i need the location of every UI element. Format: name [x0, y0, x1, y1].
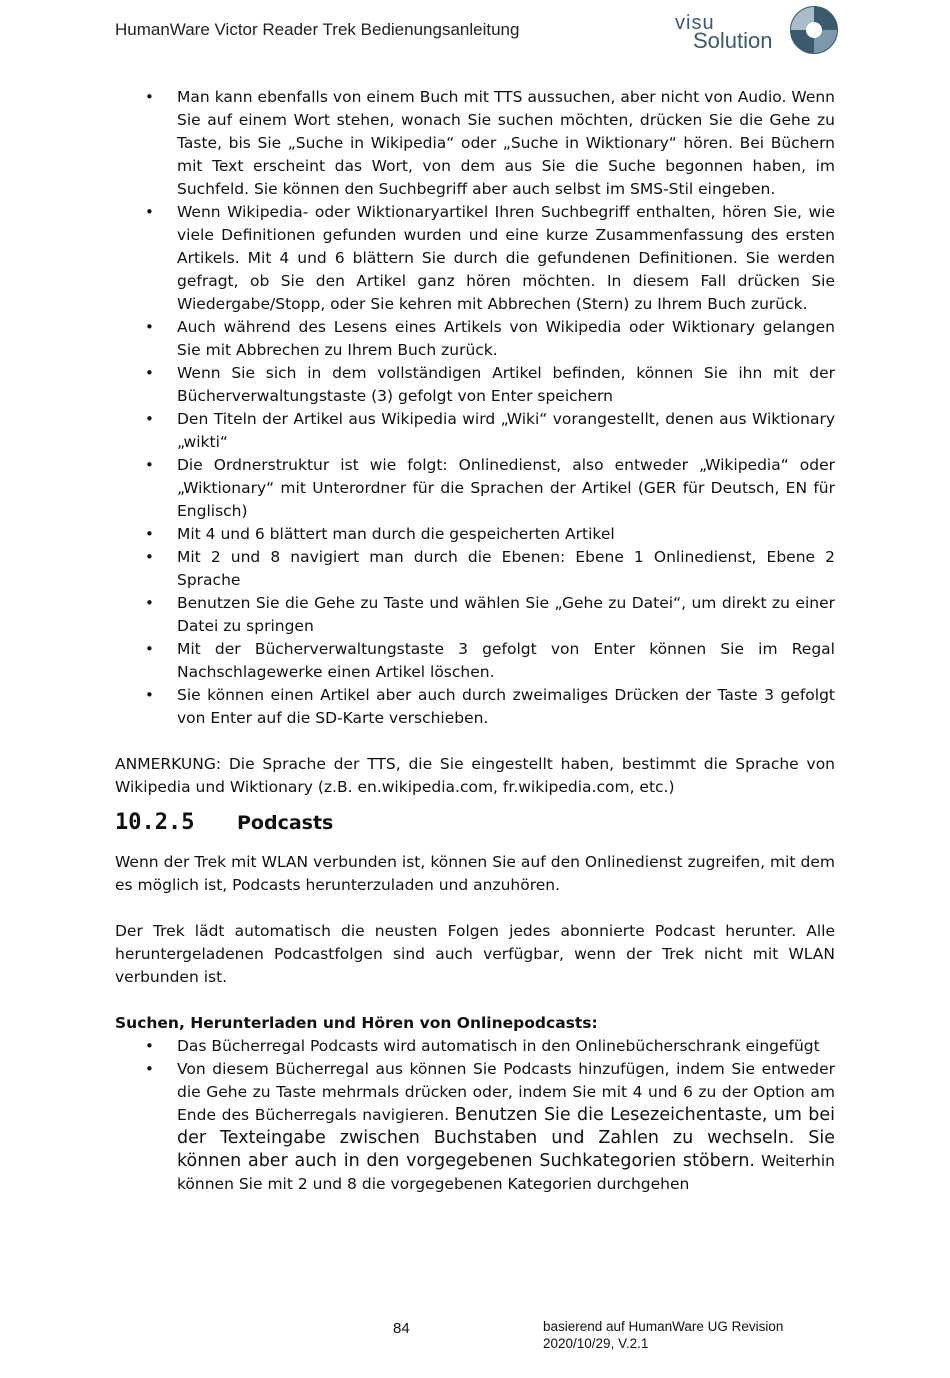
logo-text-bottom: Solution: [693, 28, 773, 53]
list-item: [115, 546, 835, 592]
document-header-title: HumanWare Victor Reader Trek Bedienungsanleitung: [115, 20, 520, 39]
list-item: [115, 1058, 835, 1196]
list-item-text: Den Titeln der Artikel aus Wikipedia wird „Wiki“ vorangestellt, denen aus Wiktionary „wikti“: [177, 410, 835, 451]
list-item: [115, 638, 835, 684]
subheading: Suchen, Herunterladen und Hören von Onlinepodcasts:: [115, 1014, 598, 1032]
wikipedia-bullet-list: [115, 86, 835, 730]
bullet-dot: •: [145, 548, 154, 566]
section-heading: [115, 811, 835, 835]
visusolution-logo: [675, 4, 840, 56]
footer-revision-note: [543, 1318, 783, 1352]
logo-text-top: visu: [675, 12, 715, 34]
list-item: [115, 684, 835, 730]
list-item-text: Sie können einen Artikel aber auch durch zweimaliges Drücken der Taste 3 gefolgt von Enter auf die SD-Karte verschieben.: [177, 686, 835, 727]
list-item-text: Das Bücherregal Podcasts wird automatisch in den Onlinebücherschrank eingefügt: [177, 1037, 820, 1055]
list-item-text: Die Ordnerstruktur ist wie folgt: Onlinedienst, also entweder „Wikipedia“ oder „Wiktionary“ mit Unterordner für die Sprachen der Artikel (GER für Deutsch, EN für Englisch): [177, 456, 835, 520]
list-item-text: Von diesem Bücherregal aus können Sie Podcasts hinzufügen, indem Sie entweder die Gehe zu Taste mehrmals drücken oder, indem Sie mit 4 und 6 zu der Option am Ende des Bücherregals navigieren.: [177, 1060, 835, 1124]
list-item-text-large: Benutzen Sie die Lesezeichentaste, um bei der Texteingabe zwischen Buchstaben und Zahlen zu wechseln. Sie können aber auch in den vorgegebenen Suchkategorien stöbern.: [177, 1105, 835, 1171]
bullet-dot: •: [145, 88, 154, 106]
list-item-text: Mit der Bücherverwaltungstaste 3 gefolgt von Enter können Sie im Regal Nachschlagewerke einen Artikel löschen.: [177, 640, 835, 681]
list-item: [115, 362, 835, 408]
list-item-text: Weiterhin können Sie mit 2 und 8 die vorgegebenen Kategorien durchgehen: [177, 1152, 835, 1193]
list-item: [115, 1035, 835, 1058]
footer-line-1: basierend auf HumanWare UG Revision: [543, 1319, 784, 1334]
download-paragraph: Der Trek lädt automatisch die neusten Folgen jedes abonnierte Podcast herunter. Alle heruntergeladenen Podcastfolgen sind auch verfügbar, wenn der Trek nicht mit WLAN verbunden ist.: [115, 922, 835, 986]
list-item-text: Benutzen Sie die Gehe zu Taste und wählen Sie „Gehe zu Datei“, um direkt zu einer Datei zu springen: [177, 594, 835, 635]
list-item-text: Auch während des Lesens eines Artikels von Wikipedia oder Wiktionary gelangen Sie mit Abbrechen zu Ihrem Buch zurück.: [177, 318, 835, 359]
intro-paragraph: Wenn der Trek mit WLAN verbunden ist, können Sie auf den Onlinedienst zugreifen, mit dem es möglich ist, Podcasts herunterzuladen und anzuhören.: [115, 853, 835, 894]
bullet-dot: •: [145, 410, 154, 428]
list-item: [115, 454, 835, 523]
bullet-dot: •: [145, 203, 154, 221]
list-item-text: Wenn Sie sich in dem vollständigen Artikel befinden, können Sie ihn mit der Bücherverwaltungstaste (3) gefolgt von Enter speichern: [177, 364, 835, 405]
note-paragraph: ANMERKUNG: Die Sprache der TTS, die Sie eingestellt haben, bestimmt die Sprache von Wikipedia und Wiktionary (z.B. en.wikipedia.com, fr.wikipedia.com, etc.): [115, 755, 835, 796]
bullet-dot: •: [145, 318, 154, 336]
bullet-dot: •: [145, 456, 154, 474]
list-item: [115, 201, 835, 316]
list-item: [115, 592, 835, 638]
list-item: [115, 316, 835, 362]
list-item-text: Wenn Wikipedia- oder Wiktionaryartikel Ihren Suchbegriff enthalten, hören Sie, wie viele Definitionen gefunden wurden und eine kurze Zusammenfassung des ersten Artikels. Mit 4 und 6 blättern Sie durch die gefundenen Definitionen. Sie werden gefragt, ob Sie den Artikel ganz hören möchten. In diesem Fall drücken Sie Wiedergabe/Stopp, oder Sie kehren mit Abbrechen (Stern) zu Ihrem Buch zurück.: [177, 203, 835, 313]
section-title: Podcasts: [237, 812, 334, 834]
bullet-dot: •: [145, 364, 154, 382]
list-item-text: Man kann ebenfalls von einem Buch mit TTS aussuchen, aber nicht von Audio. Wenn Sie auf einem Wort stehen, wonach Sie suchen möchten, drücken Sie die Gehe zu Taste, bis Sie „Suche in Wikipedia“ oder „Suche in Wiktionary“ hören. Bei Büchern mit Text erscheint das Wort, von dem aus Sie die Suche begonnen haben, im Suchfeld. Sie können den Suchbegriff aber auch selbst im SMS-Stil eingeben.: [177, 88, 835, 198]
bullet-dot: •: [145, 640, 154, 658]
page-number: 84: [393, 1320, 410, 1337]
podcast-bullet-list: [115, 1035, 835, 1196]
page-content: [115, 86, 835, 1196]
list-item: [115, 523, 835, 546]
list-item: [115, 408, 835, 454]
section-number: 10.2.5: [115, 810, 195, 835]
footer-line-2: 2020/10/29, V.2.1: [543, 1336, 649, 1351]
bullet-dot: •: [145, 686, 154, 704]
bullet-dot: •: [145, 594, 154, 612]
bullet-dot: •: [145, 525, 154, 543]
list-item-text: Mit 4 und 6 blättert man durch die gespeicherten Artikel: [177, 525, 615, 543]
aperture-icon: [788, 4, 840, 56]
bullet-dot: •: [145, 1060, 154, 1078]
bullet-dot: •: [145, 1037, 154, 1055]
list-item-text: Mit 2 und 8 navigiert man durch die Ebenen: Ebene 1 Onlinedienst, Ebene 2 Sprache: [177, 548, 835, 589]
list-item: [115, 86, 835, 201]
